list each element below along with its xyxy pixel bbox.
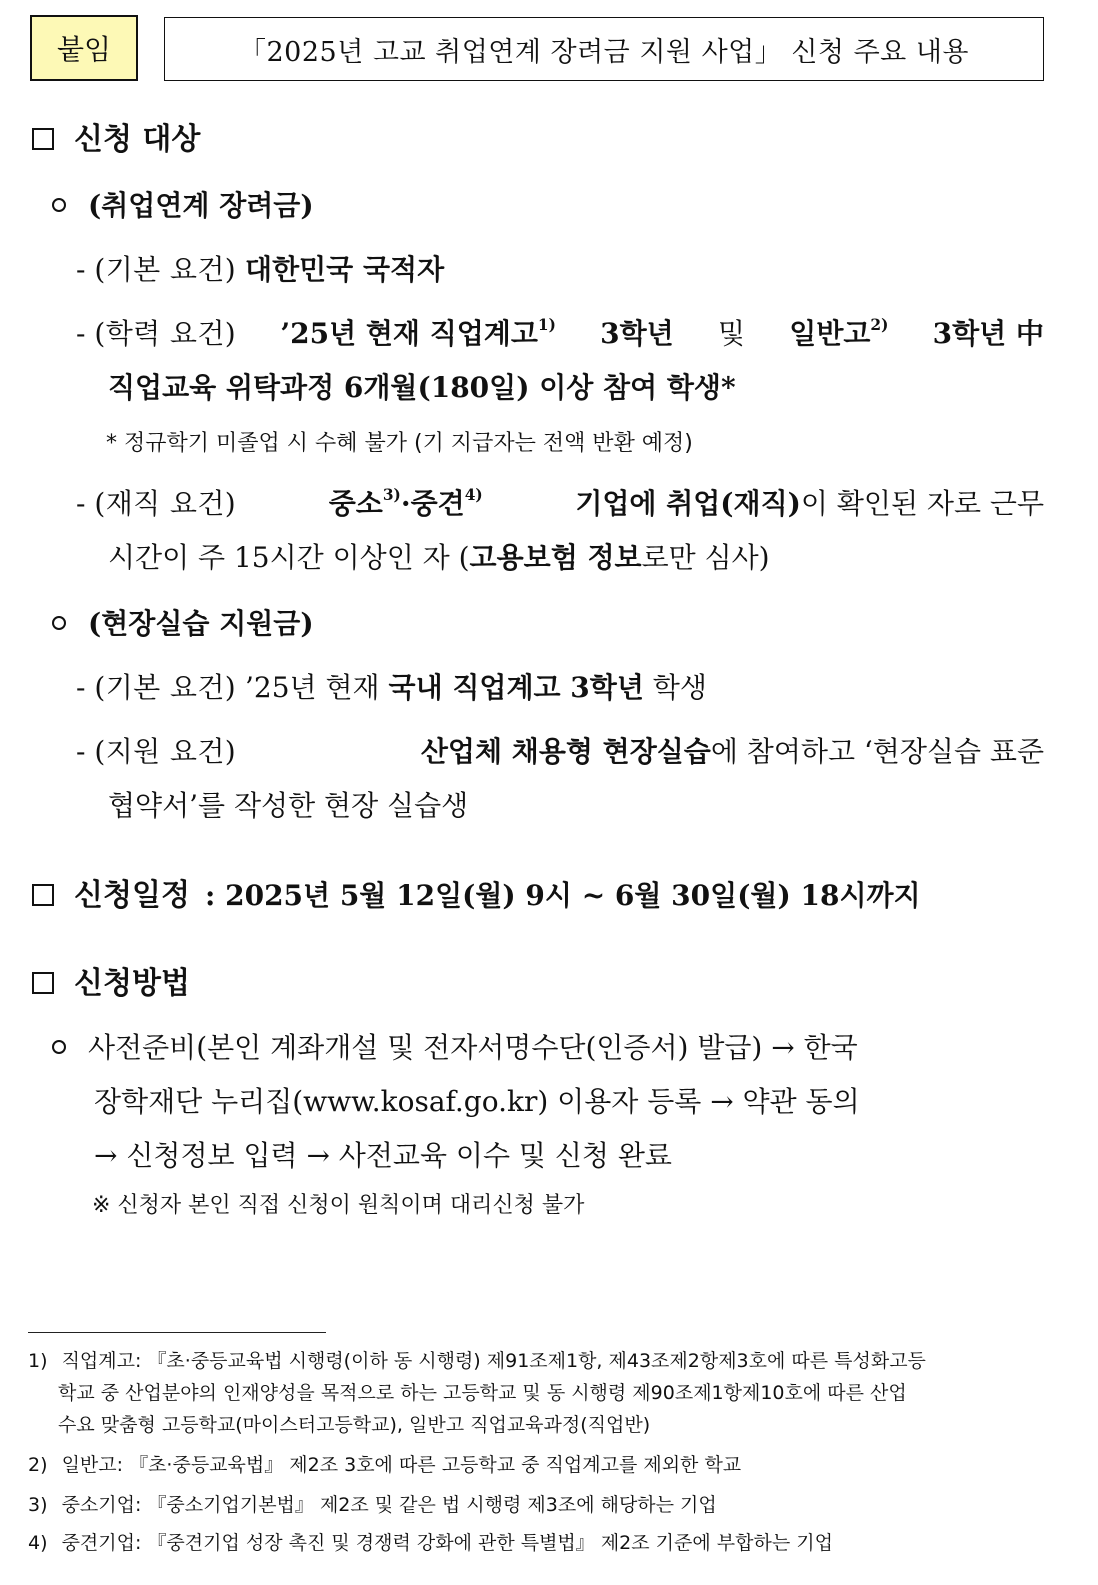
document-title-box	[164, 17, 1044, 81]
requirement-employment: - (재직 요건) 중소$^{3)}$·중견$^{4)}$ 기업에 취업(재직)이 확인된 자로 근무	[76, 485, 1044, 520]
fieldwork-basic: - (기본 요건) ’25년 현재 국내 직업계고 3학년 학생	[76, 671, 707, 704]
section-heading-text: 신청 대상	[74, 122, 201, 157]
edu-general-highschool: 일반고	[789, 317, 871, 350]
footnote-2	[28, 1450, 741, 1477]
footnote-ref: 1)	[537, 315, 556, 334]
footnote-4	[28, 1528, 833, 1555]
requirement-label: (기본 요건)	[94, 671, 237, 704]
midsize-label: ·중견	[400, 487, 465, 520]
bullet-circle-icon	[52, 198, 66, 212]
employment-condition: 기업에 취업(재직)	[575, 487, 801, 520]
fieldwork-type: 산업체 채용형 현장실습	[420, 735, 711, 768]
fieldwork-support-line2: 협약서’를 작성한 현장 실습생	[108, 789, 469, 822]
text-segment: 시간이 주 15시간 이상인 자 (	[108, 541, 470, 574]
footnote-number: 1)	[28, 1350, 48, 1372]
bullet-circle-icon	[52, 616, 66, 630]
attachment-badge	[30, 15, 138, 81]
text-segment: 학생	[652, 671, 707, 704]
requirement-label: (지원 요건)	[94, 735, 237, 768]
footnote-1	[28, 1346, 926, 1373]
schedule-value: : 2025년 5월 12일(월) 9시 ~ 6월 30일(월) 18시까지	[205, 879, 921, 912]
sme-label: 중소	[328, 487, 383, 520]
footnote-1-line2: 학교 중 산업분야의 인재양성을 목적으로 하는 고등학교 및 동 시행령 제90조제1항제10호에 따른 산업	[58, 1382, 907, 1404]
footnote-3	[28, 1490, 717, 1517]
footnote-ref: 4)	[464, 485, 483, 504]
footnote-divider	[28, 1332, 326, 1333]
checkbox-square-icon	[32, 972, 54, 994]
edu-grade-among: 3학년 中	[932, 317, 1044, 350]
method-step-2: 장학재단 누리집(www.kosaf.go.kr) 이용자 등록 → 약관 동의	[94, 1085, 860, 1118]
text-segment: 에 참여하고 ‘현장실습 표준	[710, 735, 1044, 768]
footnote-text: 직업계고: 『초·중등교육법 시행령(이하 동 시행령) 제91조제1항, 제43조제2항제3호에 따른 특성화고등	[61, 1350, 926, 1372]
checkbox-square-icon	[32, 128, 54, 150]
method-text: 사전준비(본인 계좌개설 및 전자서명수단(인증서) 발급) → 한국	[88, 1031, 858, 1064]
footnote-text: 중소기업: 『중소기업기본법』 제2조 및 같은 법 시행령 제3조에 해당하는 기업	[61, 1494, 717, 1516]
edu-grade: 3학년	[600, 317, 674, 350]
education-note: * 정규학기 미졸업 시 수혜 불가 (기 지급자는 전액 반환 예정)	[106, 431, 693, 456]
requirement-value: 대한민국 국적자	[245, 253, 445, 286]
requirement-label: (재직 요건)	[94, 487, 237, 520]
document-title: 「2025년 고교 취업연계 장려금 지원 사업」 신청 주요 내용	[238, 36, 969, 68]
footnote-number: 4)	[28, 1532, 48, 1554]
footnote-text: 중견기업: 『중견기업 성장 촉진 및 경쟁력 강화에 관한 특별법』 제2조 기준에 부합하는 기업	[61, 1532, 833, 1554]
bullet-circle-icon	[52, 1040, 66, 1054]
schedule-heading: 신청일정	[74, 878, 190, 913]
requirement-basic: - (기본 요건) 대한민국 국적자	[76, 253, 445, 286]
insurance-info: 고용보험 정보	[469, 541, 642, 574]
conjunction: 및	[717, 317, 746, 350]
requirement-label: (학력 요건)	[94, 317, 237, 350]
footnote-text: 일반고: 『초·중등교육법』 제2조 3호에 따른 고등학교 중 직업계고를 제외한 학교	[61, 1454, 742, 1476]
section-heading-method	[32, 958, 190, 1002]
attachment-badge-label: 붙임	[56, 33, 112, 66]
method-step-1	[52, 1026, 1044, 1066]
footnote-ref: 3)	[382, 485, 401, 504]
employment-condition-rest: 이 확인된 자로 근무	[800, 487, 1044, 520]
method-note: ※ 신청자 본인 직접 신청이 원칙이며 대리신청 불가	[92, 1193, 585, 1218]
schedule-row	[32, 870, 921, 914]
subsection-heading-text: (취업연계 장려금)	[88, 189, 314, 222]
fieldwork-support: - (지원 요건) 산업체 채용형 현장실습에 참여하고 ‘현장실습 표준	[76, 735, 1044, 768]
requirement-education: - (학력 요건) ’25년 현재 직업계고$^{1)}$ 3학년 및 일반고$^{2)}$ 3학년 中	[76, 312, 1044, 352]
section-heading-target	[32, 114, 200, 158]
section-heading-text: 신청방법	[74, 966, 190, 1001]
footnote-number: 3)	[28, 1494, 48, 1516]
requirement-label: (기본 요건)	[94, 253, 237, 286]
method-step-3: → 신청정보 입력 → 사전교육 이수 및 신청 완료	[94, 1139, 672, 1172]
requirement-employment-line2	[108, 536, 770, 576]
footnote-ref: 2)	[870, 315, 889, 334]
requirement-education-line2: 직업교육 위탁과정 6개월(180일) 이상 참여 학생*	[108, 371, 736, 404]
footnote-number: 2)	[28, 1454, 48, 1476]
subsection-heading-text: (현장실습 지원금)	[88, 607, 314, 640]
subsection-heading-fieldwork	[52, 602, 314, 642]
checkbox-square-icon	[32, 884, 54, 906]
footnote-1-line3: 수요 맞춤형 고등학교(마이스터고등학교), 일반고 직업교육과정(직업반)	[58, 1414, 651, 1436]
fieldwork-target: 국내 직업계고 3학년	[388, 671, 644, 704]
text-segment: ’25년 현재	[245, 671, 380, 704]
text-segment: 로만 심사)	[641, 541, 770, 574]
subsection-heading-incentive	[52, 184, 314, 224]
edu-highschool-vocational: ’25년 현재 직업계고	[280, 317, 538, 350]
